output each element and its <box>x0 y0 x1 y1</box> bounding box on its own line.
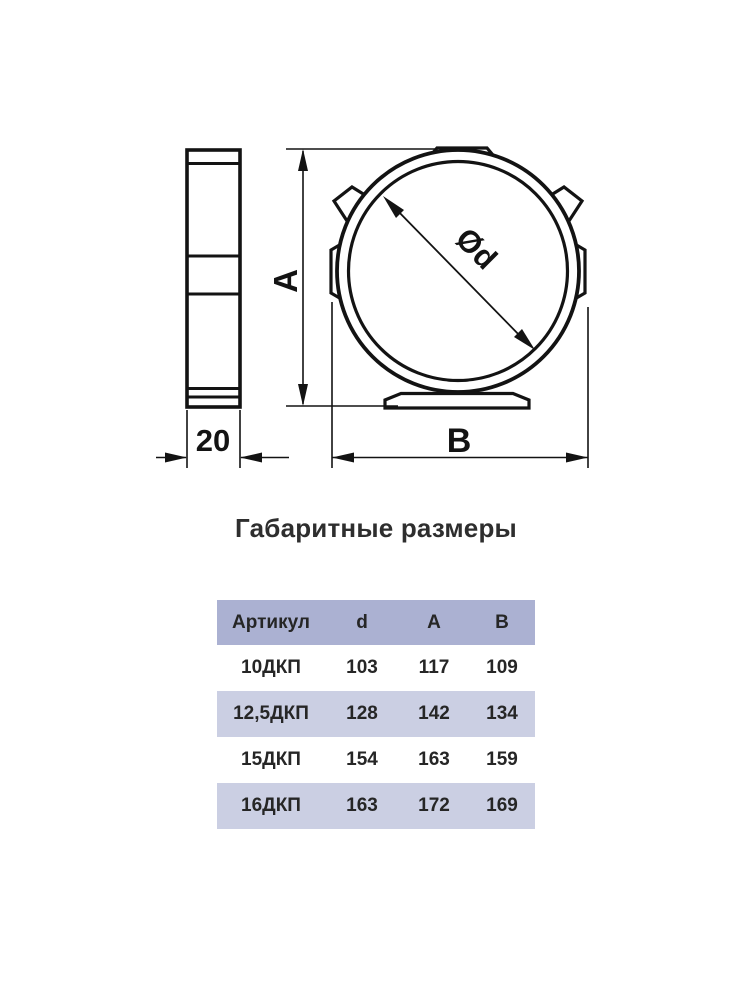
cell-a: 117 <box>418 657 450 678</box>
outer-ring <box>337 150 579 392</box>
cell-a: 142 <box>418 703 450 724</box>
table-row <box>217 691 535 737</box>
cell-article: 15ДКП <box>241 749 301 770</box>
cell-b: 159 <box>486 749 518 770</box>
cell-d: 154 <box>346 749 378 770</box>
side-view <box>187 150 240 407</box>
table-row <box>217 737 535 783</box>
height-label: A <box>267 269 304 293</box>
dimension-thickness <box>156 410 289 468</box>
arrowhead-down-icon <box>298 384 308 406</box>
cell-b: 134 <box>486 703 518 724</box>
thickness-value-label: 20 <box>195 423 231 458</box>
arrowhead-left-icon <box>332 453 354 463</box>
diameter-label: Ød <box>448 220 505 277</box>
cell-d: 163 <box>346 795 378 816</box>
table-row <box>217 783 535 829</box>
cell-article: 12,5ДКП <box>233 703 309 724</box>
section-title: Габаритные размеры <box>235 513 517 543</box>
table-row <box>217 645 535 691</box>
cell-d: 103 <box>346 657 378 678</box>
cell-b: 109 <box>486 657 518 678</box>
arrowhead-left-icon <box>240 453 262 463</box>
arrowhead-up-icon <box>298 149 308 171</box>
table-header-row <box>217 600 535 645</box>
col-header-b: B <box>495 611 509 633</box>
dimensions-table <box>217 600 535 829</box>
arrowhead-right-icon <box>566 453 588 463</box>
cell-article: 10ДКП <box>241 657 301 678</box>
cell-a: 172 <box>418 795 450 816</box>
cell-d: 128 <box>346 703 378 724</box>
cell-b: 169 <box>486 795 518 816</box>
base-foot <box>385 394 529 409</box>
arrowhead-right-icon <box>165 453 187 463</box>
cell-a: 163 <box>418 749 450 770</box>
col-header-a: A <box>427 611 441 633</box>
width-label: B <box>446 422 472 460</box>
col-header-d: d <box>356 611 368 633</box>
front-view <box>331 148 585 408</box>
cell-article: 16ДКП <box>241 795 301 816</box>
col-header-article: Артикул <box>232 611 310 633</box>
